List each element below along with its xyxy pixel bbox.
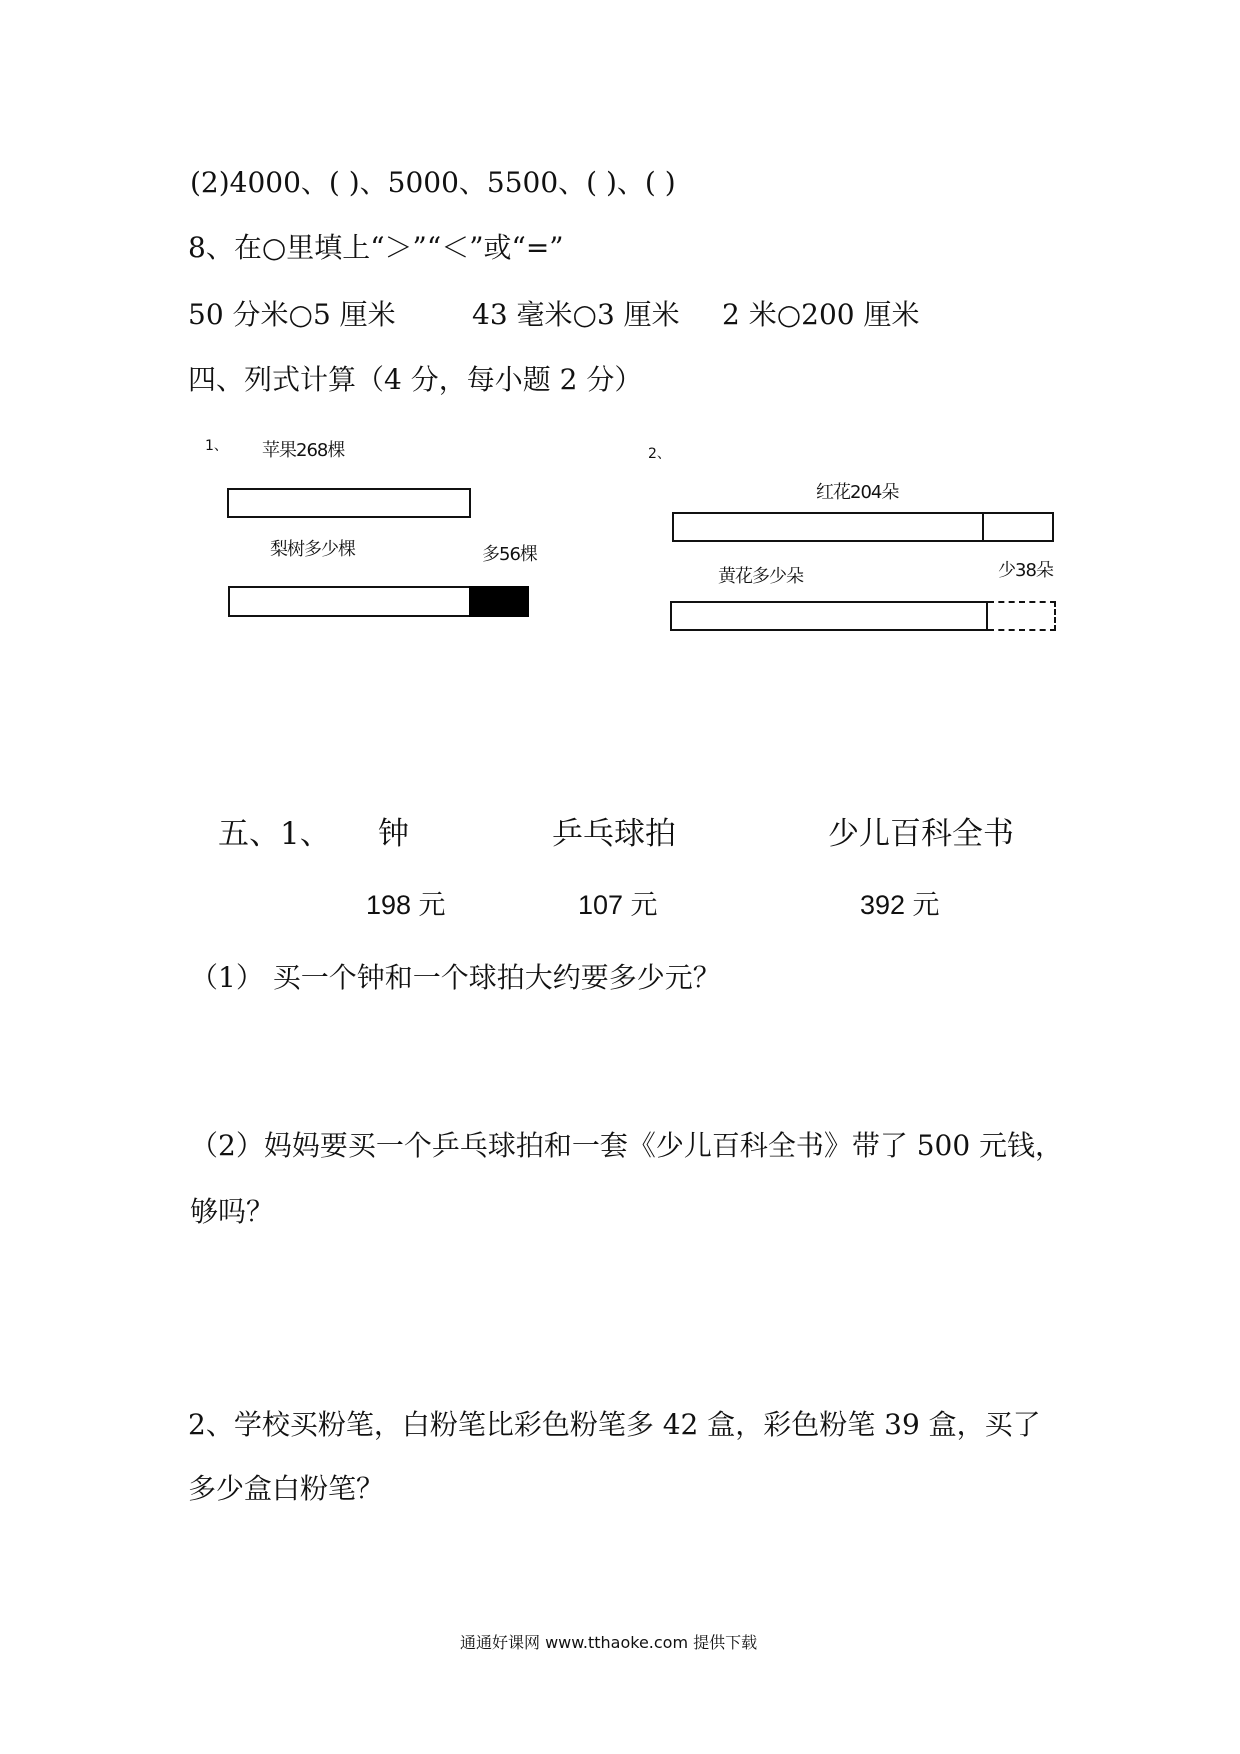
p1-extra-segment xyxy=(469,586,529,617)
section5-q2-line2: 够吗？ xyxy=(190,1195,275,1228)
q8-title: 8、在○里填上“＞”“＜”或“=” xyxy=(188,231,564,264)
item-paddle-name: 乒乓球拍 xyxy=(552,816,676,852)
p2-number: 2、 xyxy=(648,446,671,462)
p1-top-label: 苹果268棵 xyxy=(262,440,345,461)
item-paddle-price: 107 元 xyxy=(578,890,658,920)
item-encyclopedia-name: 少儿百科全书 xyxy=(828,816,1014,852)
item-clock-price: 198 元 xyxy=(366,890,446,920)
section5-q1: （1） 买一个钟和一个球拍大约要多少元？ xyxy=(190,961,721,994)
q8-item-1: 50 分米○5 厘米 xyxy=(188,298,396,331)
section5-head: 五、1、 xyxy=(218,816,331,852)
q8-item-2: 43 毫米○3 厘米 xyxy=(472,298,680,331)
p1-extra-label: 多56棵 xyxy=(482,544,537,565)
problem2-line1: 2、学校买粉笔，白粉笔比彩色粉笔多 42 盒，彩色粉笔 39 盒，买了 xyxy=(188,1408,1041,1441)
p2-yellow-flower-bar xyxy=(670,601,988,631)
p1-apple-bar xyxy=(227,488,471,518)
p2-missing-segment xyxy=(988,601,1056,631)
p2-red-flower-bar xyxy=(672,512,1054,542)
p1-bottom-label: 梨树多少棵 xyxy=(270,539,355,560)
p2-extra-label: 少38朵 xyxy=(998,560,1053,581)
problem2-line2: 多少盒白粉笔？ xyxy=(188,1472,385,1505)
item-clock-name: 钟 xyxy=(378,816,409,852)
item-encyclopedia-price: 392 元 xyxy=(860,890,940,920)
q8-item-3: 2 米○200 厘米 xyxy=(722,298,920,331)
p2-red-divider xyxy=(982,512,984,542)
q7-2-sequence: (2)4000、( )、5000、5500、( )、( ) xyxy=(190,166,676,199)
section4-title: 四、列式计算（4 分，每小题 2 分） xyxy=(188,363,643,396)
p1-pear-bar xyxy=(228,586,471,617)
section5-q2-line1: （2）妈妈要买一个乒乓球拍和一套《少儿百科全书》带了 500 元钱， xyxy=(190,1129,1064,1162)
p2-top-label: 红花204朵 xyxy=(816,482,899,503)
p1-number: 1、 xyxy=(205,438,228,454)
p2-bottom-label: 黄花多少朵 xyxy=(718,566,803,587)
footer-credit: 通通好课网 www.tthaoke.com 提供下载 xyxy=(460,1633,758,1652)
